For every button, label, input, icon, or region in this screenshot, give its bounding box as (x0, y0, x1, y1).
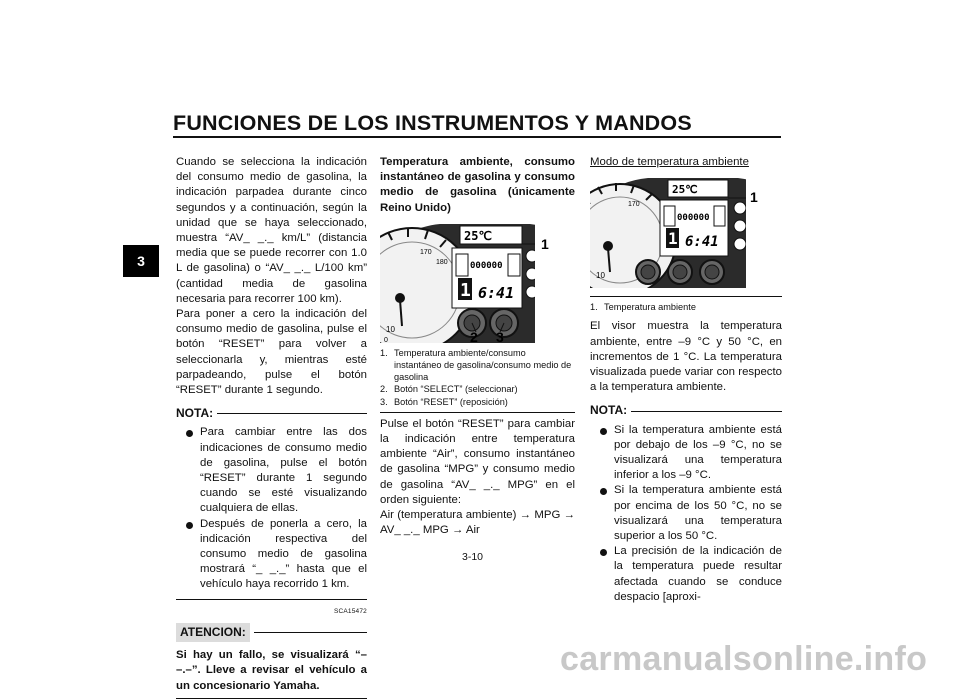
tach-label: 10 (386, 324, 395, 334)
callout-2: 2 (470, 328, 478, 343)
caption-item: 2. Botón “SELECT” (seleccionar) (380, 384, 518, 395)
tach-label: 170 (628, 201, 640, 209)
paragraph-cycle-order: Air (temperatura ambiente) → MPG → AV_ _._ MPG → Air (380, 509, 575, 537)
atencion-text: Si hay un fallo, se visualizará “– –.–”. Lleve a revisar el vehículo a un concesionario Yamaha. (176, 649, 367, 692)
caption-item: 1. Temperatura ambiente/consumo instantáneo de gasolina/consumo medio de gasolina (380, 347, 572, 383)
nota-heading (590, 403, 782, 418)
nota-heading (176, 406, 367, 421)
nota-bullet: Si la temperatura ambiente está por encima de los 50 °C, no se visualizará una temperatura superior a los 50 °C. (590, 483, 782, 544)
column-right (590, 155, 782, 605)
nota-end-rule (176, 599, 367, 600)
gear-readout: 1 (668, 229, 678, 249)
column-middle (380, 155, 575, 538)
callout-3: 3 (496, 328, 504, 343)
instrument-panel-illustration (380, 220, 575, 343)
atencion-label: ATENCION: (176, 623, 250, 642)
caption-item: 1. Temperatura ambiente (590, 302, 696, 313)
caution-code: SCA15472 (333, 607, 367, 615)
nota-bullet: Después de ponerla a cero, la indicación respectiva del consumo medio de gasolina mostrará “_ _._” hasta que el vehículo haya recorrido 1 km. (176, 517, 367, 593)
watermark: carmanualsonline.info (560, 640, 928, 678)
clock-readout: 6:41 (685, 234, 719, 251)
nota-bullet: Si la temperatura ambiente está por debajo de los –9 °C, no se visualizará una temperatura inferior a los –9 °C. (590, 423, 782, 484)
section-heading-temperature-consumption: Temperatura ambiente, consumo instantáneo de gasolina y consumo medio de gasolina (únicamente Reino Unido) (380, 156, 575, 214)
tach-label: 170 (420, 248, 432, 256)
page-number: 3-10 (462, 551, 484, 563)
figure-1-captions (380, 347, 575, 408)
atencion-heading (176, 623, 367, 642)
section-heading-ambient-temp: Modo de temperatura ambiente (590, 156, 749, 168)
figure-2-captions (590, 301, 782, 313)
caption-divider (380, 412, 575, 413)
odo-readout: 000000 (677, 213, 710, 224)
paragraph-average-consumption: Cuando se selecciona la indicación del consumo medio de gasolina, la indicación parpadea durante cinco segundos y a continuación, según la unidad que se haya seleccionado, muestra “AV_ _._ km/L” (distancia media que se puede recorrer con 1.0 L de gasolina) o “AV_ _._ L/100 km” (cantidad media de gasolina necesaria para recorrer 100 km). (176, 156, 367, 305)
page-title: FUNCIONES DE LOS INSTRUMENTOS Y MANDOS (173, 111, 692, 135)
callout-1: 1 (541, 235, 549, 252)
tach-label: 0 (384, 336, 388, 343)
nota-label: NOTA: (176, 406, 214, 421)
chapter-tab: 3 (123, 245, 159, 277)
clock-readout: 6:41 (478, 283, 515, 302)
temp-readout: 25℃ (672, 183, 698, 197)
instrument-figure-1 (380, 220, 575, 343)
nota-bullet: La precisión de la indicación de la temperatura puede resultar afectada cuando se conduce despacio [aproxi- (590, 544, 782, 605)
gear-readout: 1 (460, 279, 471, 301)
paragraph-reset-cycle: Pulse el botón “RESET” para cambiar la indicación entre temperatura ambiente “Air”, consumo instantáneo de gasolina “MPG” y consumo medio de gasolina “AV_ _._ MPG” en el orden siguiente: (380, 417, 575, 506)
caption-divider (590, 296, 782, 297)
paragraph-temperature-range: El visor muestra la temperatura ambiente, entre –9 °C y 50 °C, en incrementos de 1 °C. La temperatura visualizada puede variar con respecto a la temperatura ambiente. (590, 320, 782, 394)
title-divider (173, 136, 781, 138)
instrument-panel-illustration (590, 176, 782, 288)
tach-label: 180 (436, 258, 448, 266)
tach-label: 10 (596, 271, 605, 281)
paragraph-reset-average: Para poner a cero la indicación del consumo medio de gasolina, pulse el botón “RESET” para volver a seleccionarla y, mientras esté parpadeando, pulse el botón “RESET” durante 1 segundo. (176, 308, 367, 397)
instrument-figure-2 (590, 176, 782, 288)
column-left (176, 155, 367, 699)
temp-readout: 25℃ (464, 228, 492, 243)
nota-label: NOTA: (590, 403, 628, 418)
nota-bullet: Para cambiar entre las dos indicaciones de consumo medio de gasolina, pulse el botón “RESET” durante 1 segundo cuando se esté visualizando cualquiera de ellas. (176, 425, 367, 516)
callout-1: 1 (750, 189, 758, 206)
odo-readout: 000000 (470, 260, 503, 271)
caption-item: 3. Botón “RESET” (reposición) (380, 396, 508, 407)
